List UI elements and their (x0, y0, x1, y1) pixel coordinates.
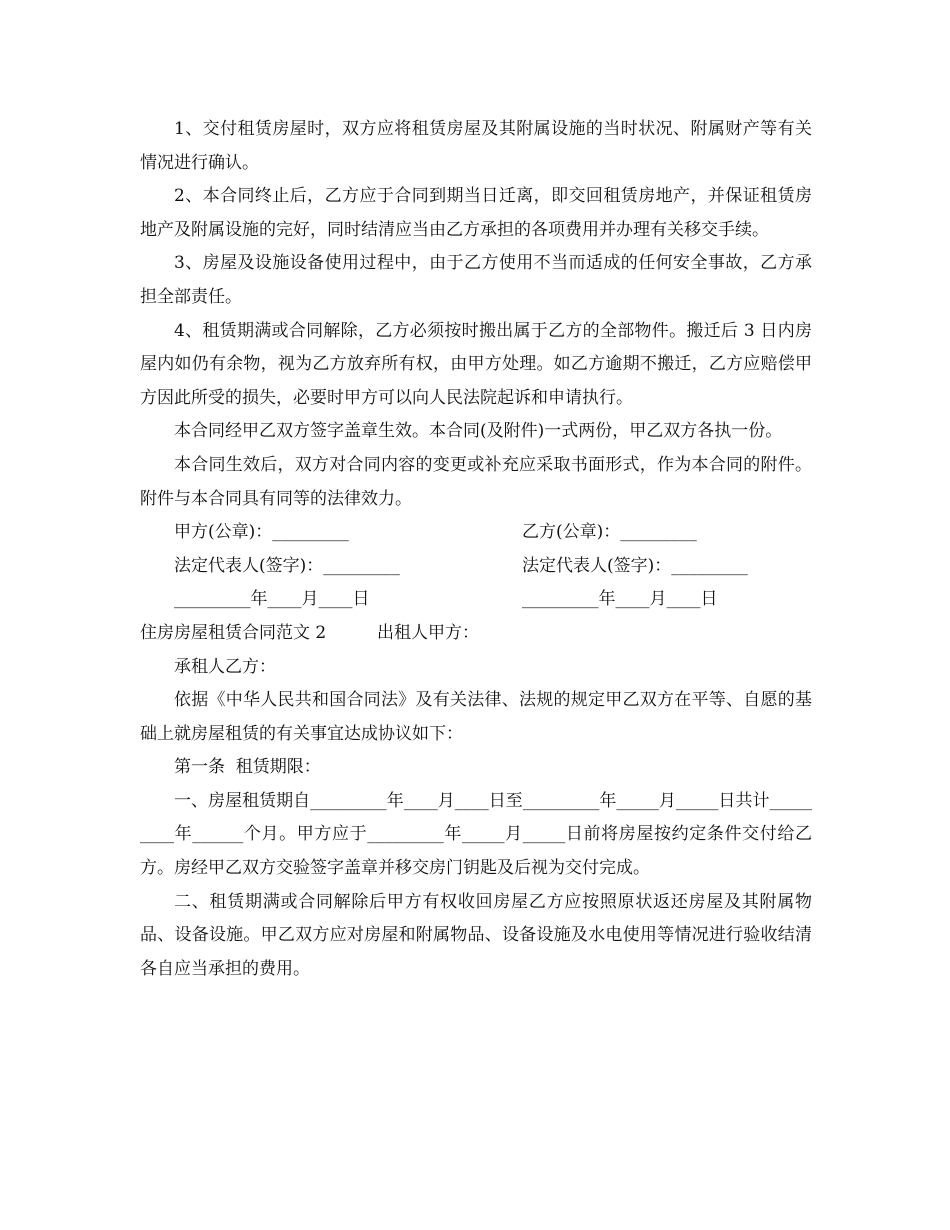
party-a-seal-line: 甲方(公章)：_________ (174, 522, 349, 543)
signature-seal-row (140, 516, 812, 550)
clause-4: 4、租赁期满或合同解除，乙方必须按时搬出属于乙方的全部物件。搬迁后 3 日内房屋内如仍有余物，视为乙方放弃所有权，由甲方处理。如乙方逾期不搬迁，乙方应赔偿甲方因此所受的损失，必要时甲方可以向人民法院起诉和申请执行。 (140, 320, 812, 408)
clause-3: 3、房屋及设施设备使用过程中，由于乙方使用不当而适成的任何安全事故，乙方承担全部责任。 (140, 253, 812, 307)
second-contract-title-row (140, 617, 812, 651)
clause-1: 1、交付租赁房屋时，双方应将租赁房屋及其附属设施的当时状况、附属财产等有关情况进行确认。 (140, 119, 812, 173)
party-a-date-line: _________年____月____日 (174, 589, 370, 610)
party-a-rep-line: 法定代表人(签字)：_________ (174, 555, 400, 576)
document-page (140, 113, 812, 986)
clause-2: 2、本合同终止后，乙方应于合同到期当日迁离，即交回租赁房地产，并保证租赁房地产及附属设施的完好，同时结清应当由乙方承担的各项费用并办理有关移交手续。 (140, 186, 812, 240)
article-1-item-2: 二、租赁期满或合同解除后甲方有权收回房屋乙方应按照原状返还房屋及其附属物品、设备设施。甲乙双方应对房屋和附属物品、设备设施及水电使用等情况进行验收结清各自应当承担的费用。 (140, 891, 812, 979)
article-1-item-1: 一、房屋租赁期自_________年____月____日至_________年_____月_____日共计_________年______个月。甲方应于_________年_____月_____日前将房屋按约定条件交付给乙方。房经甲乙双方交验签字盖章并移交房门钥匙及后视为交付完成。 (140, 790, 812, 879)
article-1-heading: 第一条 租赁期限： (174, 757, 321, 778)
preamble: 依据《中华人民共和国合同法》及有关法律、法规的规定甲乙双方在平等、自愿的基础上就房屋租赁的有关事宜达成协议如下： (140, 690, 812, 744)
party-b-seal-line: 乙方(公章)：_________ (522, 522, 697, 543)
second-contract-title: 住房房屋租赁合同范文 2 (140, 622, 327, 643)
lessee-label: 承租人乙方： (174, 656, 276, 677)
signature-date-row (140, 583, 812, 617)
signature-rep-row (140, 550, 812, 584)
party-b-date-line: _________年____月____日 (522, 589, 718, 610)
party-b-rep-line: 法定代表人(签字)：_________ (522, 555, 748, 576)
effectiveness-clause: 本合同经甲乙双方签字盖章生效。本合同(及附件)一式两份，甲乙双方各执一份。 (174, 421, 783, 442)
lessor-label: 出租人甲方： (377, 622, 479, 643)
amendment-clause: 本合同生效后，双方对合同内容的变更或补充应采取书面形式，作为本合同的附件。附件与本合同具有同等的法律效力。 (140, 454, 812, 509)
